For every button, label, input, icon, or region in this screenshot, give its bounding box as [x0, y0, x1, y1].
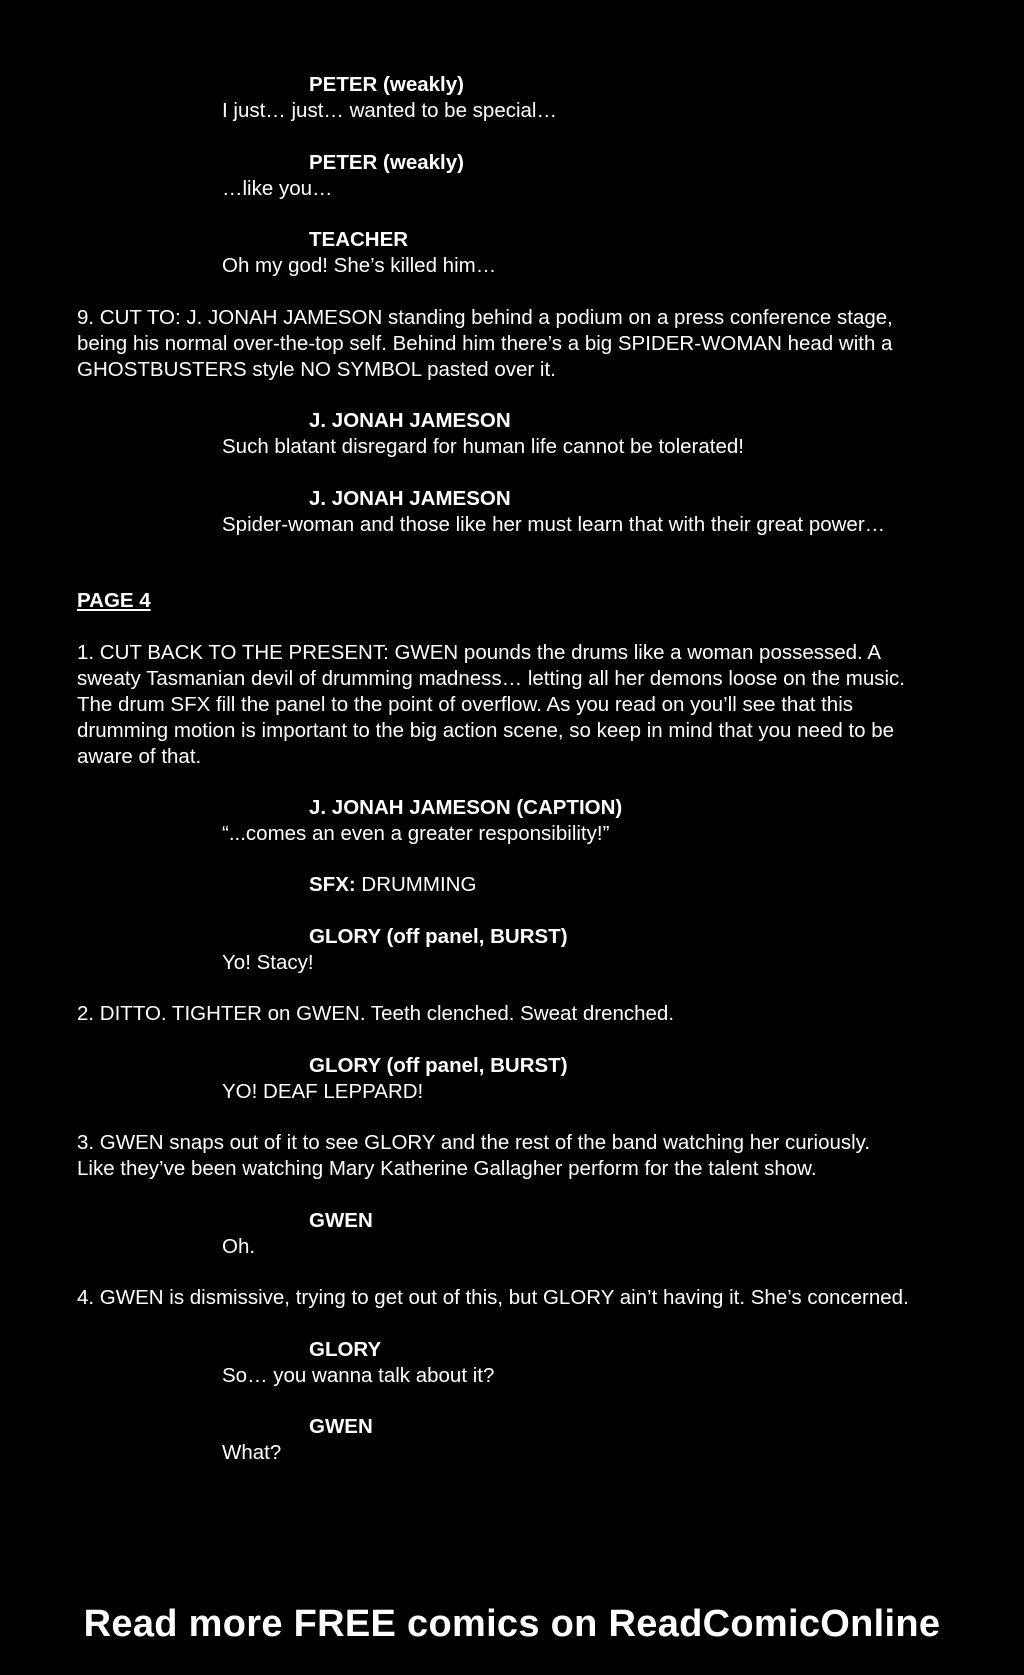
dialogue-line: Oh my god! She’s killed him… [222, 254, 497, 277]
panel-description-line: 3. GWEN snaps out of it to see GLORY and the rest of the band watching her curiously. [77, 1131, 871, 1154]
speaker-glory: GLORY (off panel, BURST) [309, 925, 568, 948]
sfx-label: SFX: [309, 873, 356, 896]
speaker-peter: PETER (weakly) [309, 151, 464, 174]
panel-description-line: The drum SFX fill the panel to the point of overflow. As you read on you’ll see that this [77, 693, 854, 716]
page-heading: PAGE 4 [77, 589, 151, 612]
dialogue-line: Such blatant disregard for human life cannot be tolerated! [222, 435, 744, 458]
speaker-teacher: TEACHER [309, 228, 409, 251]
dialogue-line: Spider-woman and those like her must learn that with their great power… [222, 513, 886, 536]
dialogue-line: Yo! Stacy! [222, 951, 314, 974]
speaker-jameson: J. JONAH JAMESON [309, 487, 511, 510]
panel-description-line: 2. DITTO. TIGHTER on GWEN. Teeth clenched. Sweat drenched. [77, 1002, 675, 1025]
speaker-glory: GLORY (off panel, BURST) [309, 1054, 568, 1077]
dialogue-line: I just… just… wanted to be special… [222, 99, 557, 122]
dialogue-line: What? [222, 1441, 282, 1464]
panel-description-line: 1. CUT BACK TO THE PRESENT: GWEN pounds the drums like a woman possessed. A [77, 641, 881, 664]
speaker-gwen: GWEN [309, 1415, 373, 1438]
dialogue-line: Oh. [222, 1235, 256, 1258]
watermark-banner: Read more FREE comics on ReadComicOnline [83, 1603, 941, 1645]
dialogue-line: …like you… [222, 177, 333, 200]
speaker-glory: GLORY [309, 1338, 382, 1361]
sfx-line [309, 872, 476, 898]
panel-description-line: 9. CUT TO: J. JONAH JAMESON standing behind a podium on a press conference stage, [77, 306, 893, 329]
speaker-gwen: GWEN [309, 1209, 373, 1232]
panel-description-line: GHOSTBUSTERS style NO SYMBOL pasted over it. [77, 358, 556, 381]
panel-description-line: drumming motion is important to the big action scene, so keep in mind that you need to be [77, 719, 895, 742]
panel-description-line: 4. GWEN is dismissive, trying to get out of this, but GLORY ain’t having it. She’s concerned. [77, 1286, 909, 1309]
dialogue-line: “...comes an even a greater responsibility!” [222, 822, 610, 845]
panel-description-line: being his normal over-the-top self. Behind him there’s a big SPIDER-WOMAN head with a [77, 332, 893, 355]
dialogue-line: So… you wanna talk about it? [222, 1364, 495, 1387]
speaker-peter: PETER (weakly) [309, 73, 464, 96]
panel-description-line: aware of that. [77, 745, 202, 768]
speaker-jameson-caption: J. JONAH JAMESON (CAPTION) [309, 796, 623, 819]
panel-description-line: sweaty Tasmanian devil of drumming madness… letting all her demons loose on the music. [77, 667, 905, 690]
panel-description-line: Like they’ve been watching Mary Katherine Gallagher perform for the talent show. [77, 1157, 817, 1180]
speaker-jameson: J. JONAH JAMESON [309, 409, 511, 432]
sfx-value: DRUMMING [355, 873, 477, 896]
dialogue-line: YO! DEAF LEPPARD! [222, 1080, 424, 1103]
